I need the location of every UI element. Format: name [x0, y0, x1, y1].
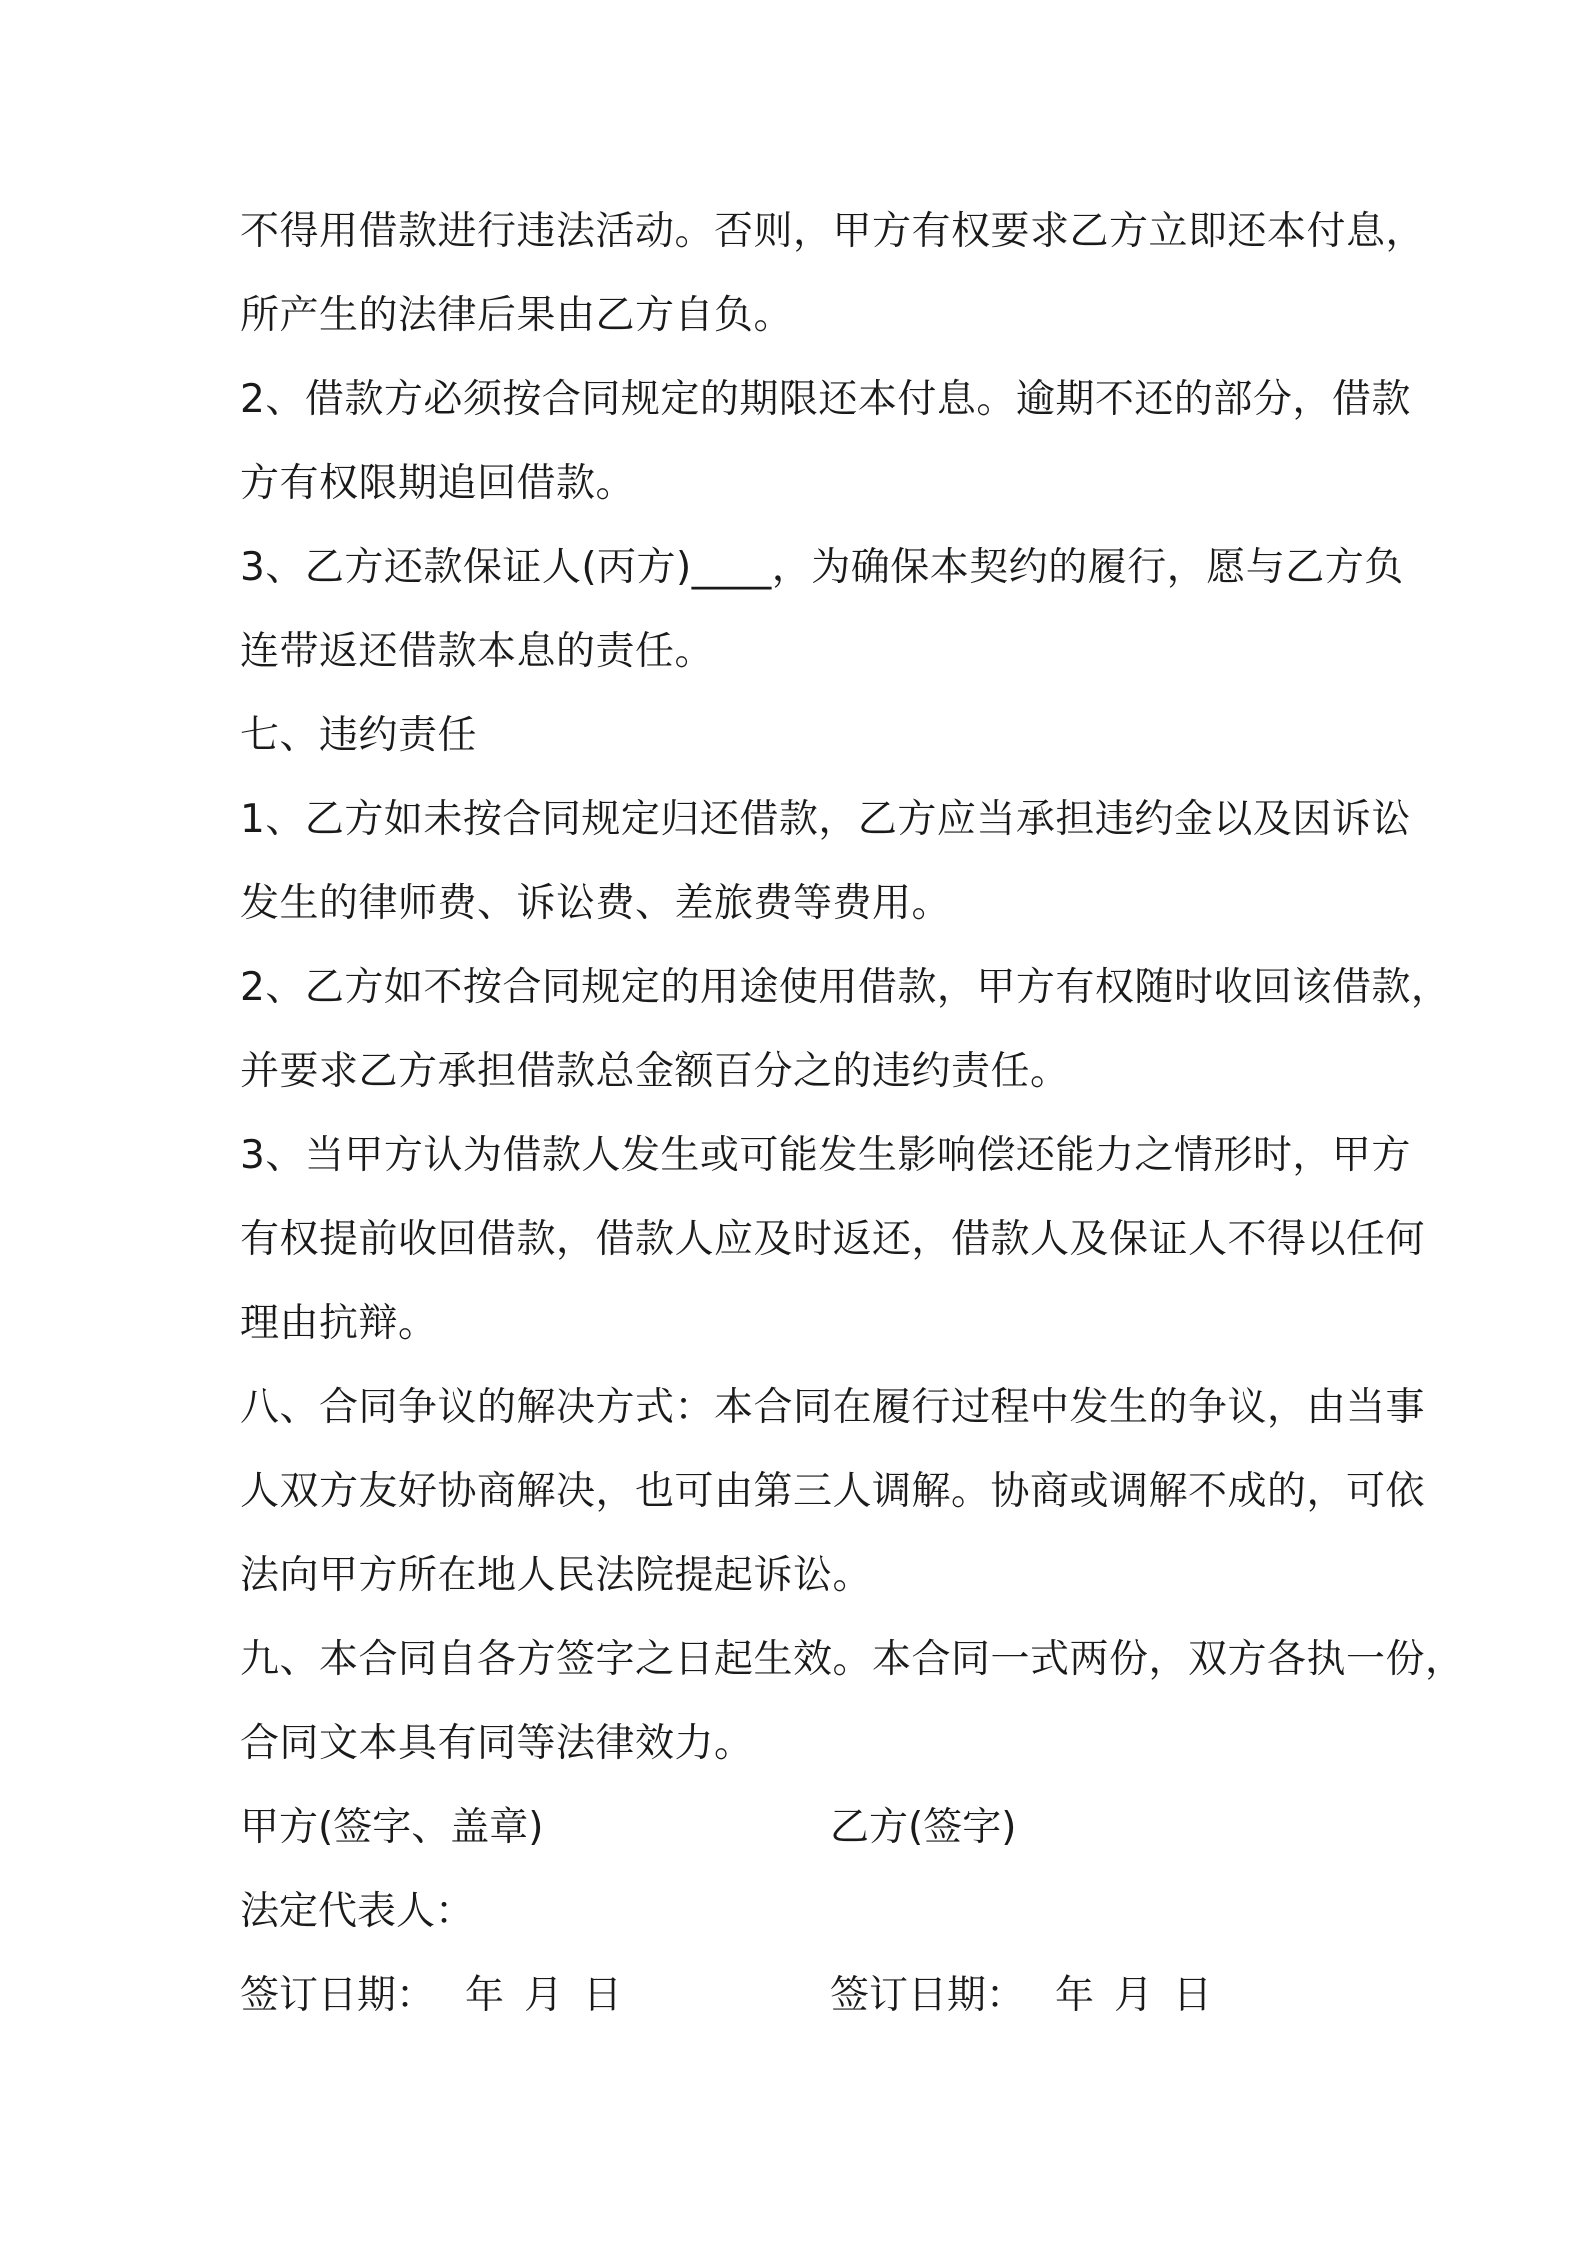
text-line-1: 不得用借款进行违法活动。否则，甲方有权要求乙方立即还本付息， — [240, 209, 1426, 254]
text-line-17: 法向甲方所在地人民法院提起诉讼。 — [240, 1553, 873, 1598]
text-line-19: 合同文本具有同等法律效力。 — [240, 1721, 754, 1766]
text-line-13: 有权提前收回借款，借款人应及时返还，借款人及保证人不得以任何 — [240, 1217, 1426, 1262]
legal-representative-label: 法定代表人： — [240, 1889, 475, 1934]
text-line-11: 并要求乙方承担借款总金额百分之的违约责任。 — [240, 1049, 1070, 1094]
text-line-12: 3、当甲方认为借款人发生或可能发生影响偿还能力之情形时，甲方 — [240, 1133, 1411, 1178]
text-line-14: 理由抗辩。 — [240, 1301, 438, 1346]
contract-body — [240, 190, 1465, 2038]
text-line-16: 人双方友好协商解决，也可由第三人调解。协商或调解不成的，可依 — [240, 1469, 1426, 1514]
party-b-signature-label: 乙方(签字) — [830, 1805, 1017, 1850]
month-label-b: 月 — [1114, 1973, 1154, 2018]
date-label-b: 签订日期： — [830, 1973, 1026, 2018]
text-line-2: 所产生的法律后果由乙方自负。 — [240, 293, 794, 338]
year-label-a: 年 — [465, 1973, 505, 2018]
text-line-3: 2、借款方必须按合同规定的期限还本付息。逾期不还的部分，借款 — [240, 377, 1411, 422]
text-line-9: 发生的律师费、诉讼费、差旅费等费用。 — [240, 881, 952, 926]
party-a-signature-label: 甲方(签字、盖章) — [240, 1805, 544, 1850]
legal-rep-row — [240, 1870, 1360, 1954]
section-dispute-resolution: 八、合同争议的解决方式：本合同在履行过程中发生的争议，由当事 — [240, 1385, 1426, 1430]
date-label-a: 签订日期： — [240, 1973, 436, 2018]
month-label-a: 月 — [524, 1973, 564, 2018]
party-b-date — [830, 1954, 1212, 2038]
year-label-b: 年 — [1055, 1973, 1095, 2018]
day-label-a: 日 — [583, 1973, 623, 2018]
text-line-6: 连带返还借款本息的责任。 — [240, 629, 715, 674]
date-row — [240, 1954, 1360, 2038]
text-line-8: 1、乙方如未按合同规定归还借款，乙方应当承担违约金以及因诉讼 — [240, 797, 1411, 842]
text-line-10: 2、乙方如不按合同规定的用途使用借款，甲方有权随时收回该借款， — [240, 965, 1451, 1010]
day-label-b: 日 — [1173, 1973, 1213, 2018]
signature-row — [240, 1786, 1360, 1870]
text-line-4: 方有权限期追回借款。 — [240, 461, 636, 506]
text-line-5: 3、乙方还款保证人(丙方)____，为确保本契约的履行，愿与乙方负 — [240, 545, 1404, 590]
party-a-date — [240, 1954, 622, 2038]
section-heading-breach: 七、违约责任 — [240, 713, 478, 758]
section-effectiveness: 九、本合同自各方签字之日起生效。本合同一式两份，双方各执一份， — [240, 1637, 1465, 1682]
